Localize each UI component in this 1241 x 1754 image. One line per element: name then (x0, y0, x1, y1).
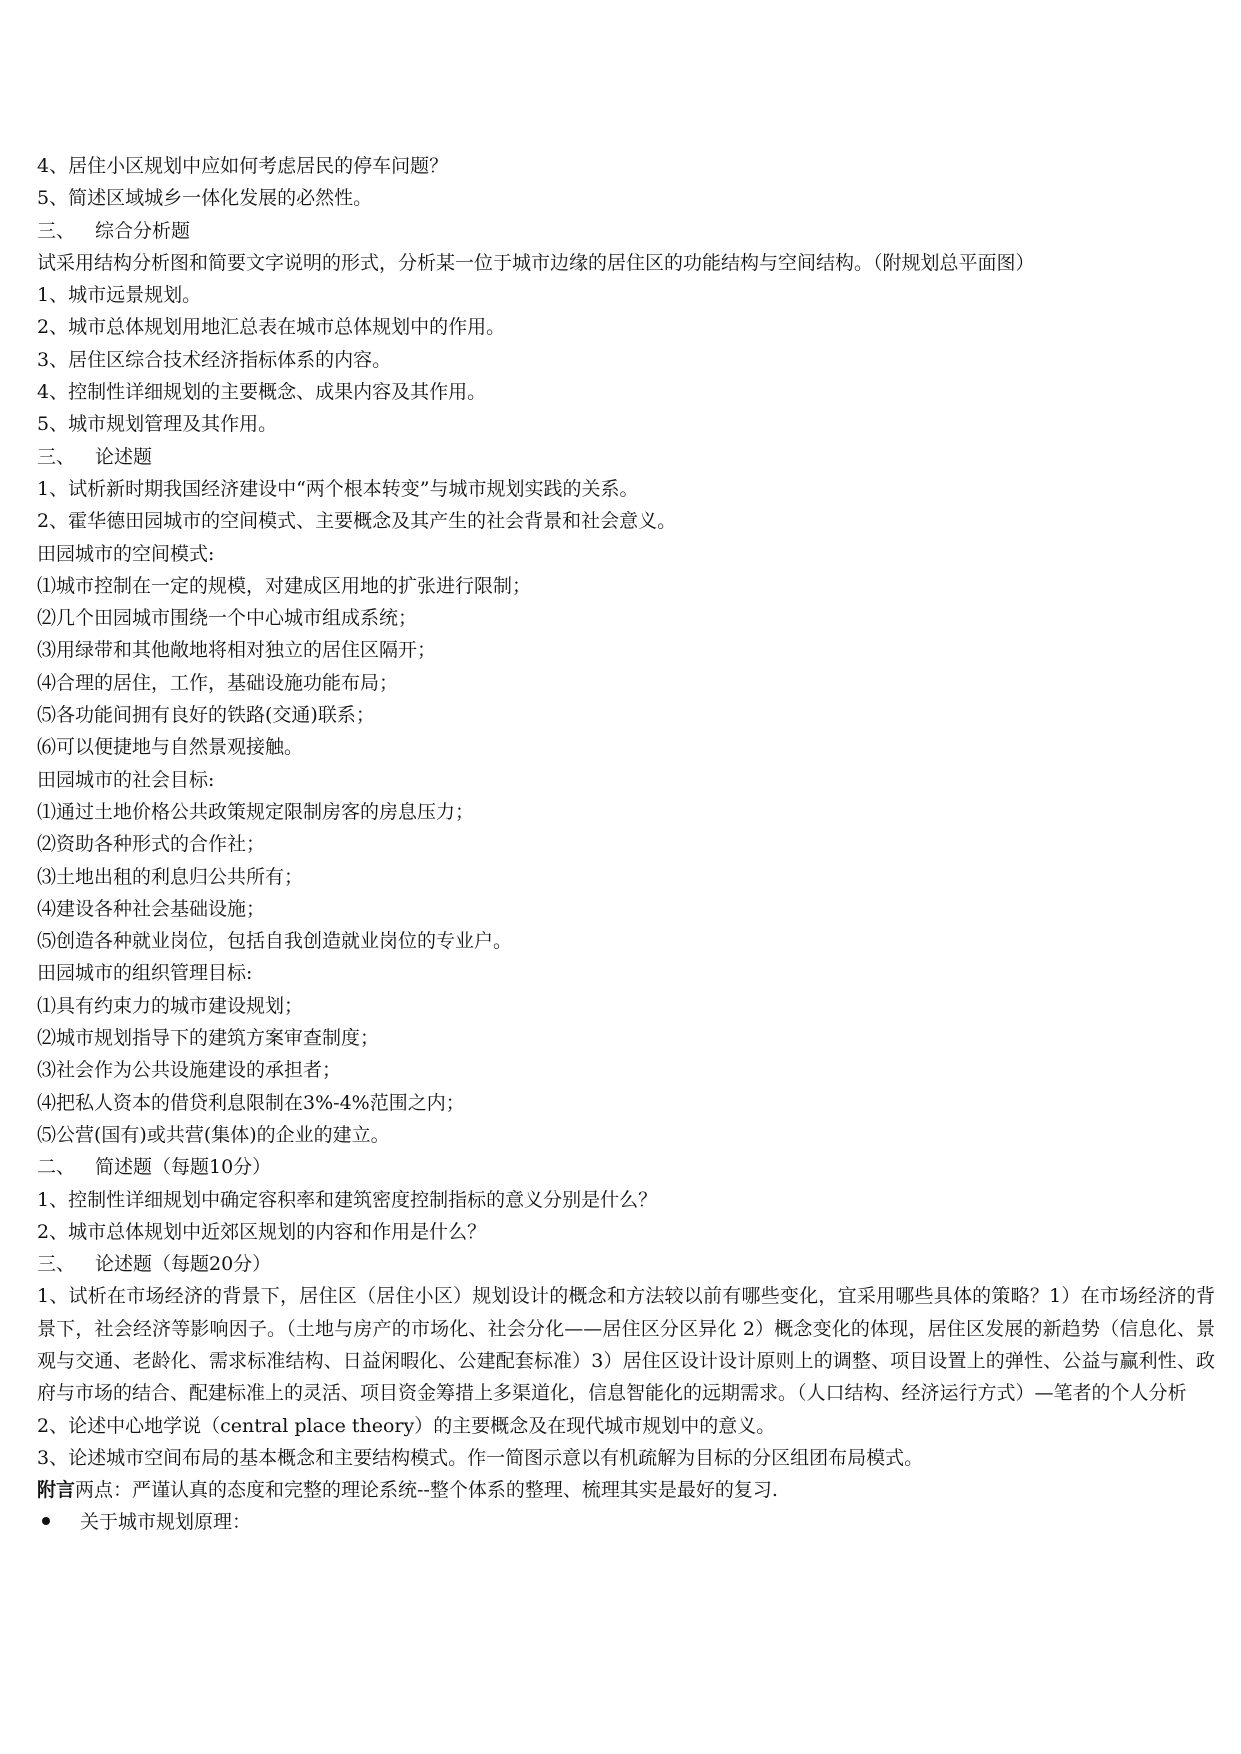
paragraph: 1、试析在市场经济的背景下，居住区（居住小区）规划设计的概念和方法较以前有哪些变化，宜采用哪些具体的策略？1）在市场经济的背景下，社会经济等影响因子。（土地与房产的市场化、社会分化——居住区分区异化 2）概念变化的体现，居住区发展的新趋势（信息化、景观与交通、老龄化、需求标准结构、日益闲暇化、公建配套标准）3）居住区设计设计原则上的调整、项目设置上的弹性、公益与赢利性、政府与市场的结合、配建标准上的灵活、项目资金筹措上多渠道化，信息智能化的远期需求。（人口结构、经济运行方式）—笔者的个人分析 (37, 1285, 1215, 1405)
text-line: 2、城市总体规划用地汇总表在城市总体规划中的作用。 (37, 316, 506, 339)
text-line: 3、居住区综合技术经济指标体系的内容。 (37, 348, 392, 371)
section-heading (37, 441, 1217, 473)
list-item: ⑹可以便捷地与自然景观接触。 (37, 736, 304, 759)
section-title: 论述题（每题20分） (95, 1253, 272, 1276)
document-body (37, 150, 1217, 1539)
list-item: ⑷合理的居住，工作，基础设施功能布局； (37, 671, 399, 694)
section-number: 三、 (37, 1253, 76, 1276)
postscript-label: 附言 (37, 1479, 76, 1502)
text-line: 2、霍华德田园城市的空间模式、主要概念及其产生的社会背景和社会意义。 (37, 510, 677, 533)
list-item: ⑸公营(国有)或共营(集体)的企业的建立。 (37, 1123, 390, 1146)
list-item: ⑵几个田园城市围绕一个中心城市组成系统； (37, 607, 418, 630)
text-line: 田园城市的社会目标: (37, 768, 215, 791)
text-line: 试采用结构分析图和简要文字说明的形式，分析某一位于城市边缘的居住区的功能结构与空间结构。（附规划总平面图） (37, 251, 1035, 274)
list-item: ⑴具有约束力的城市建设规划； (37, 994, 304, 1017)
text-line: 3、论述城市空间布局的基本概念和主要结构模式。作一简图示意以有机疏解为目标的分区组团布局模式。 (37, 1446, 924, 1469)
text-line: 5、城市规划管理及其作用。 (37, 413, 278, 436)
text-line: 田园城市的空间模式: (37, 542, 215, 565)
list-item: ⑸各功能间拥有良好的铁路(交通)联系； (37, 704, 375, 727)
section-heading (37, 1151, 1217, 1183)
text-line: 4、控制性详细规划的主要概念、成果内容及其作用。 (37, 381, 487, 404)
section-title: 简述题（每题10分） (95, 1156, 272, 1179)
postscript-line (37, 1474, 1217, 1506)
text-line: 4、居住小区规划中应如何考虑居民的停车问题？ (37, 155, 449, 177)
text-line: 2、城市总体规划中近郊区规划的内容和作用是什么？ (37, 1220, 487, 1243)
text-line: 田园城市的组织管理目标: (37, 962, 253, 985)
text-line: 1、试析新时期我国经济建设中“两个根本转变”与城市规划实践的关系。 (37, 477, 639, 500)
section-number: 二、 (37, 1156, 76, 1179)
list-item: ⑵资助各种形式的合作社； (37, 833, 266, 856)
text-line: 1、控制性详细规划中确定容积率和建筑密度控制指标的意义分别是什么？ (37, 1188, 658, 1211)
list-item: ⑶土地出租的利息归公共所有； (37, 865, 304, 888)
list-item: ⑷把私人资本的借贷利息限制在3%-4%范围之内； (37, 1091, 465, 1114)
bullet-text: 关于城市规划原理： (80, 1511, 252, 1534)
list-item: ⑷建设各种社会基础设施； (37, 897, 266, 920)
list-item: ⑸创造各种就业岗位，包括自我创造就业岗位的专业户。 (37, 930, 513, 953)
text-line: 1、城市远景规划。 (37, 284, 202, 307)
list-item: ⑴通过土地价格公共政策规定限制房客的房息压力； (37, 800, 475, 823)
bullet-line (37, 1506, 1217, 1538)
postscript-text: 两点：严谨认真的态度和完整的理论系统--整个体系的整理、梳理其实是最好的复习. (75, 1479, 778, 1502)
text-line: 2、论述中心地学说（central place theory）的主要概念及在现代城市规划中的意义。 (37, 1414, 776, 1437)
bullet-icon (42, 1517, 50, 1525)
list-item: ⑴城市控制在一定的规模，对建成区用地的扩张进行限制； (37, 574, 532, 597)
section-heading (37, 215, 1217, 247)
list-item: ⑶用绿带和其他敞地将相对独立的居住区隔开； (37, 639, 437, 662)
list-item: ⑵城市规划指导下的建筑方案审查制度； (37, 1027, 380, 1050)
section-number: 三、 (37, 445, 76, 468)
section-heading (37, 1248, 1217, 1280)
section-title: 综合分析题 (95, 219, 191, 242)
section-number: 三、 (37, 219, 76, 242)
text-line: 5、简述区域城乡一体化发展的必然性。 (37, 187, 373, 210)
list-item: ⑶社会作为公共设施建设的承担者； (37, 1059, 342, 1082)
section-title: 论述题 (95, 445, 153, 468)
